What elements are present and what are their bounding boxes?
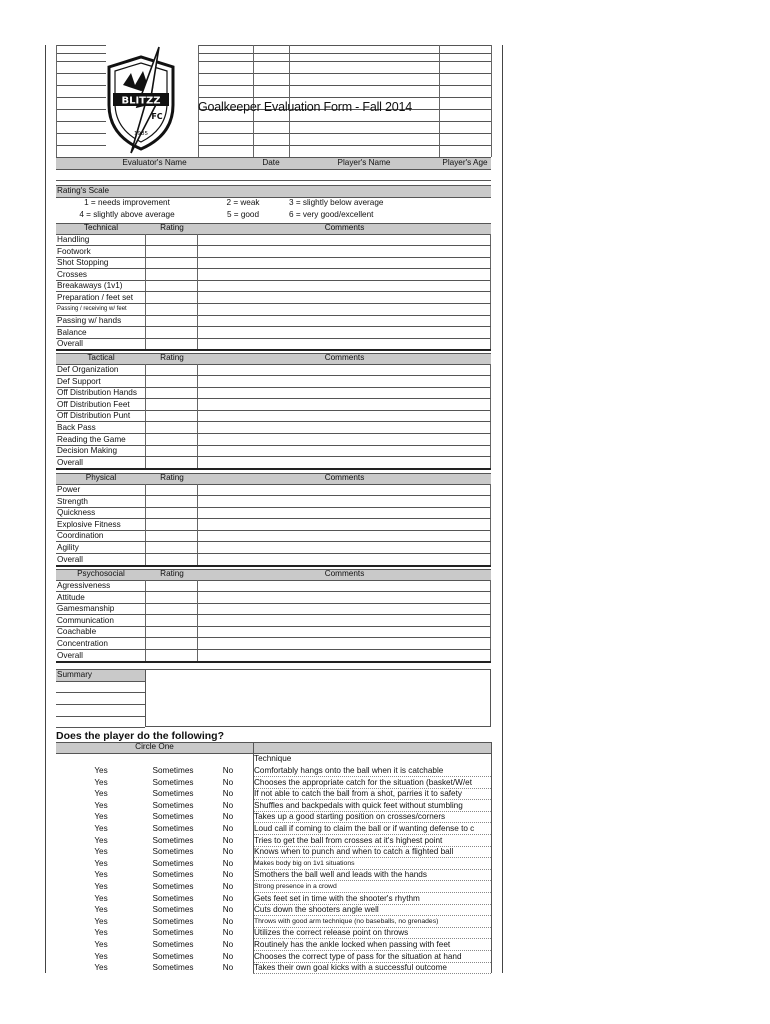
comments-cell[interactable] bbox=[198, 615, 491, 626]
checklist-item: Loud call if coming to claim the ball or if wanting defense to c bbox=[254, 824, 475, 833]
criterion-label: Overall bbox=[57, 650, 83, 660]
checklist-item: Takes up a good starting position on crosses/corners bbox=[254, 812, 446, 822]
rating-cell[interactable] bbox=[145, 445, 198, 456]
criterion-row-line bbox=[56, 468, 491, 470]
rating-cell[interactable] bbox=[145, 530, 198, 541]
criterion-label: Def Support bbox=[57, 376, 101, 386]
yes-option[interactable]: Yes bbox=[94, 882, 108, 891]
comments-cell[interactable] bbox=[198, 542, 491, 553]
player-age-header: Player's Age bbox=[442, 158, 488, 167]
rating-cell[interactable] bbox=[145, 234, 198, 245]
sometimes-option[interactable]: Sometimes bbox=[152, 928, 194, 938]
no-option[interactable]: No bbox=[222, 940, 234, 949]
rating-cell[interactable] bbox=[145, 338, 198, 349]
rating-cell[interactable] bbox=[145, 580, 198, 591]
criterion-label: Passing / receiving w/ feet bbox=[57, 305, 127, 312]
comments-cell[interactable] bbox=[198, 457, 491, 468]
no-option[interactable]: No bbox=[222, 905, 234, 915]
page-title: Goalkeeper Evaluation Form - Fall 2014 bbox=[198, 100, 413, 114]
rating-cell[interactable] bbox=[145, 615, 198, 626]
sometimes-option[interactable]: Sometimes bbox=[152, 916, 194, 926]
criterion-row-line bbox=[56, 565, 491, 567]
technique-label: Technique bbox=[254, 754, 292, 763]
criterion-label: Power bbox=[57, 485, 81, 494]
sometimes-option[interactable]: Sometimes bbox=[152, 800, 194, 810]
criterion-label: Gamesmanship bbox=[57, 604, 115, 614]
comments-cell[interactable] bbox=[198, 387, 491, 398]
sometimes-option[interactable]: Sometimes bbox=[152, 777, 194, 787]
rating-cell[interactable] bbox=[145, 434, 198, 445]
no-option[interactable]: No bbox=[222, 963, 234, 973]
comments-cell[interactable] bbox=[198, 364, 491, 375]
rating-scale-heading: Rating's Scale bbox=[57, 186, 110, 195]
yes-option[interactable]: Yes bbox=[94, 800, 108, 810]
checklist-item: If not able to catch the ball from a shot, parries it to safety bbox=[254, 789, 462, 799]
checklist-item: Chooses the correct type of pass for the situation at hand bbox=[254, 951, 462, 961]
sometimes-option[interactable]: Sometimes bbox=[152, 882, 194, 891]
rating-cell[interactable] bbox=[145, 257, 198, 268]
sometimes-option[interactable]: Sometimes bbox=[152, 789, 194, 799]
criterion-label: Breakaways (1v1) bbox=[57, 281, 123, 291]
comments-cell[interactable] bbox=[198, 519, 491, 530]
criterion-label: Shot Stopping bbox=[57, 258, 109, 268]
yes-option[interactable]: Yes bbox=[94, 893, 108, 903]
comments-cell[interactable] bbox=[198, 315, 491, 326]
yes-option[interactable]: Yes bbox=[94, 951, 108, 961]
criterion-label: Passing w/ hands bbox=[57, 316, 122, 326]
checklist-item: Strong presence in a crowd bbox=[254, 883, 337, 890]
blitzz-fc-logo bbox=[101, 45, 181, 155]
criterion-label: Strength bbox=[57, 496, 88, 506]
comments-cell[interactable] bbox=[198, 338, 491, 349]
yes-option[interactable]: Yes bbox=[94, 963, 108, 973]
circle-one-label: Circle One bbox=[135, 742, 174, 751]
grid-line-left bbox=[56, 109, 106, 110]
rating-cell[interactable] bbox=[145, 387, 198, 398]
summary-line bbox=[56, 716, 145, 717]
no-option[interactable]: No bbox=[222, 835, 234, 845]
grid-line-right bbox=[198, 133, 491, 134]
rating-cell[interactable] bbox=[145, 422, 198, 433]
comments-cell[interactable] bbox=[198, 327, 491, 338]
section-name: Psychosocial bbox=[77, 569, 125, 578]
info-row-line bbox=[56, 180, 491, 181]
section-comments-header: Comments bbox=[324, 473, 365, 482]
rating-cell[interactable] bbox=[145, 650, 198, 661]
comments-cell[interactable] bbox=[198, 496, 491, 507]
yes-option[interactable]: Yes bbox=[94, 847, 108, 857]
yes-option[interactable]: Yes bbox=[94, 928, 108, 938]
rating-cell[interactable] bbox=[145, 327, 198, 338]
no-option[interactable]: No bbox=[222, 916, 234, 926]
criterion-label: Preparation / feet set bbox=[57, 293, 134, 302]
checklist-row-line bbox=[253, 973, 491, 974]
checklist-heading: Does the player do the following? bbox=[56, 730, 225, 742]
comments-cell[interactable] bbox=[198, 554, 491, 565]
comments-cell[interactable] bbox=[198, 650, 491, 661]
no-option[interactable]: No bbox=[222, 824, 234, 833]
comments-cell[interactable] bbox=[198, 399, 491, 410]
no-option[interactable]: No bbox=[222, 800, 234, 810]
criterion-label: Agility bbox=[57, 543, 79, 552]
yes-option[interactable]: Yes bbox=[94, 940, 108, 949]
section-comments-header: Comments bbox=[324, 353, 365, 362]
no-option[interactable]: No bbox=[222, 893, 234, 903]
grid-line-right bbox=[198, 85, 491, 86]
sometimes-option[interactable]: Sometimes bbox=[152, 905, 194, 915]
section-rating-header: Rating bbox=[160, 223, 184, 232]
checklist-item: Cuts down the shooters angle well bbox=[254, 905, 379, 915]
evaluator-name-header: Evaluator's Name bbox=[122, 158, 187, 167]
yes-option[interactable]: Yes bbox=[94, 812, 108, 822]
section-rating-header: Rating bbox=[160, 473, 184, 482]
criterion-label: Concentration bbox=[57, 639, 108, 648]
criterion-label: Def Organization bbox=[57, 365, 119, 374]
yes-option[interactable]: Yes bbox=[94, 858, 108, 868]
checklist-item: Knows when to punch and when to catch a flighted ball bbox=[254, 847, 454, 857]
criterion-label: Footwork bbox=[57, 246, 91, 256]
criterion-label: Communication bbox=[57, 615, 114, 625]
yes-option[interactable]: Yes bbox=[94, 777, 108, 787]
grid-line-left bbox=[56, 45, 106, 46]
comments-cell[interactable] bbox=[198, 257, 491, 268]
grid-line-left bbox=[56, 97, 106, 98]
criterion-label: Overall bbox=[57, 457, 83, 467]
section-comments-header: Comments bbox=[324, 223, 365, 232]
criterion-label: Overall bbox=[57, 339, 83, 349]
comments-cell[interactable] bbox=[198, 445, 491, 456]
section-rating-header: Rating bbox=[160, 569, 184, 578]
comments-cell[interactable] bbox=[198, 580, 491, 591]
grid-line-right bbox=[198, 121, 491, 122]
grid-line-right bbox=[198, 97, 491, 98]
criterion-label: Off Distribution Punt bbox=[57, 411, 131, 421]
no-option[interactable]: No bbox=[222, 928, 234, 938]
grid-line-left bbox=[56, 53, 106, 54]
section-name: Technical bbox=[83, 223, 119, 232]
criterion-label: Reading the Game bbox=[57, 434, 126, 444]
sometimes-option[interactable]: Sometimes bbox=[152, 835, 194, 845]
criterion-row-line bbox=[56, 661, 491, 663]
grid-line-left bbox=[56, 61, 106, 62]
no-option[interactable]: No bbox=[222, 766, 234, 775]
checklist-item: Throws with good arm technique (no baseballs, no grenades) bbox=[254, 917, 439, 925]
checklist-item: Utilizes the correct release point on throws bbox=[254, 928, 409, 938]
criterion-label: Back Pass bbox=[57, 423, 96, 432]
rating-cell[interactable] bbox=[145, 592, 198, 603]
checklist-item: Shuffles and backpedals with quick feet without stumbling bbox=[254, 800, 463, 810]
criterion-label: Off Distribution Hands bbox=[57, 388, 137, 398]
rating-cell[interactable] bbox=[145, 457, 198, 468]
grid-line-right bbox=[198, 61, 491, 62]
yes-option[interactable]: Yes bbox=[94, 766, 108, 775]
grid-line-right bbox=[198, 53, 491, 54]
sometimes-option[interactable]: Sometimes bbox=[152, 893, 194, 903]
rating-cell[interactable] bbox=[145, 376, 198, 387]
scale-2: 2 = weak bbox=[226, 198, 260, 207]
sometimes-option[interactable]: Sometimes bbox=[152, 824, 194, 833]
criterion-label: Balance bbox=[57, 327, 87, 337]
summary-box[interactable] bbox=[145, 669, 491, 727]
criterion-label: Agressiveness bbox=[57, 581, 111, 590]
no-option[interactable]: No bbox=[222, 812, 234, 822]
svg-text:BLITZZ: BLITZZ bbox=[121, 95, 161, 107]
yes-option[interactable]: Yes bbox=[94, 916, 108, 926]
grid-line-left bbox=[56, 73, 106, 74]
criterion-label: Crosses bbox=[57, 269, 88, 279]
date-header: Date bbox=[262, 158, 280, 167]
rating-cell[interactable] bbox=[145, 269, 198, 280]
criterion-label: Quickness bbox=[57, 508, 96, 518]
grid-col-line bbox=[56, 45, 57, 157]
comments-cell[interactable] bbox=[198, 269, 491, 280]
grid-col-line bbox=[491, 45, 492, 157]
criterion-label: Explosive Fitness bbox=[57, 519, 121, 529]
criterion-label: Attitude bbox=[57, 592, 85, 602]
spreadsheet-form bbox=[45, 45, 503, 973]
criterion-label: Coachable bbox=[57, 627, 97, 637]
comments-cell[interactable] bbox=[198, 376, 491, 387]
checklist-item: Chooses the appropriate catch for the situation (basket/W/et bbox=[254, 777, 472, 787]
scale-6: 6 = very good/excellent bbox=[289, 210, 374, 219]
criterion-label: Decision Making bbox=[57, 446, 118, 456]
svg-text:1985: 1985 bbox=[134, 131, 148, 137]
checklist-divider bbox=[253, 742, 254, 973]
comments-cell[interactable] bbox=[198, 484, 491, 495]
section-comments-header: Comments bbox=[324, 569, 365, 578]
section-rating-header: Rating bbox=[160, 353, 184, 362]
player-name-header: Player's Name bbox=[337, 158, 391, 167]
comments-cell[interactable] bbox=[198, 246, 491, 257]
comments-cell[interactable] bbox=[198, 507, 491, 518]
rating-cell[interactable] bbox=[145, 399, 198, 410]
yes-option[interactable]: Yes bbox=[94, 870, 108, 880]
no-option[interactable]: No bbox=[222, 858, 234, 868]
checklist-item: Routinely has the ankle locked when passing with feet bbox=[254, 940, 451, 949]
rating-cell[interactable] bbox=[145, 626, 198, 637]
rating-cell[interactable] bbox=[145, 603, 198, 614]
scale-5: 5 = good bbox=[226, 210, 260, 219]
criterion-label: Coordination bbox=[57, 531, 104, 541]
checklist-item: Takes their own goal kicks with a successful outcome bbox=[254, 963, 447, 973]
sometimes-option[interactable]: Sometimes bbox=[152, 766, 194, 775]
sometimes-option[interactable]: Sometimes bbox=[152, 870, 194, 880]
rating-cell[interactable] bbox=[145, 519, 198, 530]
no-option[interactable]: No bbox=[222, 777, 234, 787]
summary-line bbox=[56, 704, 145, 705]
rating-cell[interactable] bbox=[145, 484, 198, 495]
comments-cell[interactable] bbox=[198, 410, 491, 421]
no-option[interactable]: No bbox=[222, 882, 234, 891]
sometimes-option[interactable]: Sometimes bbox=[152, 812, 194, 822]
grid-line-right bbox=[198, 45, 491, 46]
checklist-item: Gets feet set in time with the shooter's rhythm bbox=[254, 893, 420, 903]
checklist-right-border bbox=[491, 742, 492, 973]
grid-line-left bbox=[56, 85, 106, 86]
yes-option[interactable]: Yes bbox=[94, 789, 108, 799]
rating-cell[interactable] bbox=[145, 280, 198, 291]
comments-cell[interactable] bbox=[198, 304, 491, 315]
criterion-label: Off Distribution Feet bbox=[57, 399, 130, 409]
svg-text:FC: FC bbox=[151, 112, 163, 121]
grid-line-right bbox=[198, 145, 491, 146]
rating-cell[interactable] bbox=[145, 554, 198, 565]
no-option[interactable]: No bbox=[222, 951, 234, 961]
yes-option[interactable]: Yes bbox=[94, 824, 108, 833]
grid-col-line bbox=[439, 45, 440, 157]
rating-cell[interactable] bbox=[145, 507, 198, 518]
sometimes-option[interactable]: Sometimes bbox=[152, 951, 194, 961]
summary-label: Summary bbox=[57, 670, 93, 679]
comments-cell[interactable] bbox=[198, 603, 491, 614]
criterion-label: Overall bbox=[57, 554, 83, 564]
scale-4: 4 = slightly above average bbox=[79, 210, 175, 219]
no-option[interactable]: No bbox=[222, 870, 234, 880]
section-name: Tactical bbox=[87, 353, 115, 362]
comments-cell[interactable] bbox=[198, 638, 491, 649]
sometimes-option[interactable]: Sometimes bbox=[152, 940, 194, 949]
no-option[interactable]: No bbox=[222, 789, 234, 799]
comments-cell[interactable] bbox=[198, 234, 491, 245]
scale-3: 3 = slightly below average bbox=[289, 198, 384, 207]
yes-option[interactable]: Yes bbox=[94, 905, 108, 915]
rating-cell[interactable] bbox=[145, 304, 198, 315]
rating-cell[interactable] bbox=[145, 315, 198, 326]
rating-cell[interactable] bbox=[145, 542, 198, 553]
checklist-item: Smothers the ball well and leads with the hands bbox=[254, 870, 427, 880]
section-name: Physical bbox=[85, 473, 117, 482]
no-option[interactable]: No bbox=[222, 847, 234, 857]
rating-cell[interactable] bbox=[145, 410, 198, 421]
scale-1: 1 = needs improvement bbox=[84, 198, 170, 207]
comments-cell[interactable] bbox=[198, 292, 491, 303]
comments-cell[interactable] bbox=[198, 626, 491, 637]
rating-cell[interactable] bbox=[145, 292, 198, 303]
summary-line bbox=[56, 727, 145, 728]
comments-cell[interactable] bbox=[198, 530, 491, 541]
yes-option[interactable]: Yes bbox=[94, 835, 108, 845]
rating-cell[interactable] bbox=[145, 496, 198, 507]
grid-line-left bbox=[56, 145, 106, 146]
comments-cell[interactable] bbox=[198, 592, 491, 603]
comments-cell[interactable] bbox=[198, 280, 491, 291]
checklist-item: Makes body big on 1v1 situations bbox=[254, 859, 355, 867]
checklist-item: Tries to get the ball from crosses at it's highest point bbox=[254, 835, 443, 845]
grid-line-left bbox=[56, 121, 106, 122]
rating-cell[interactable] bbox=[145, 364, 198, 375]
rating-cell[interactable] bbox=[145, 638, 198, 649]
criterion-label: Handling bbox=[57, 235, 90, 244]
grid-line-left bbox=[56, 133, 106, 134]
grid-line-right bbox=[198, 73, 491, 74]
sometimes-option[interactable]: Sometimes bbox=[152, 847, 194, 857]
comments-cell[interactable] bbox=[198, 434, 491, 445]
summary-line bbox=[56, 692, 145, 693]
rating-cell[interactable] bbox=[145, 246, 198, 257]
comments-cell[interactable] bbox=[198, 422, 491, 433]
sometimes-option[interactable]: Sometimes bbox=[152, 858, 194, 868]
sometimes-option[interactable]: Sometimes bbox=[152, 963, 194, 973]
checklist-item: Comfortably hangs onto the ball when it is catchable bbox=[254, 766, 444, 775]
